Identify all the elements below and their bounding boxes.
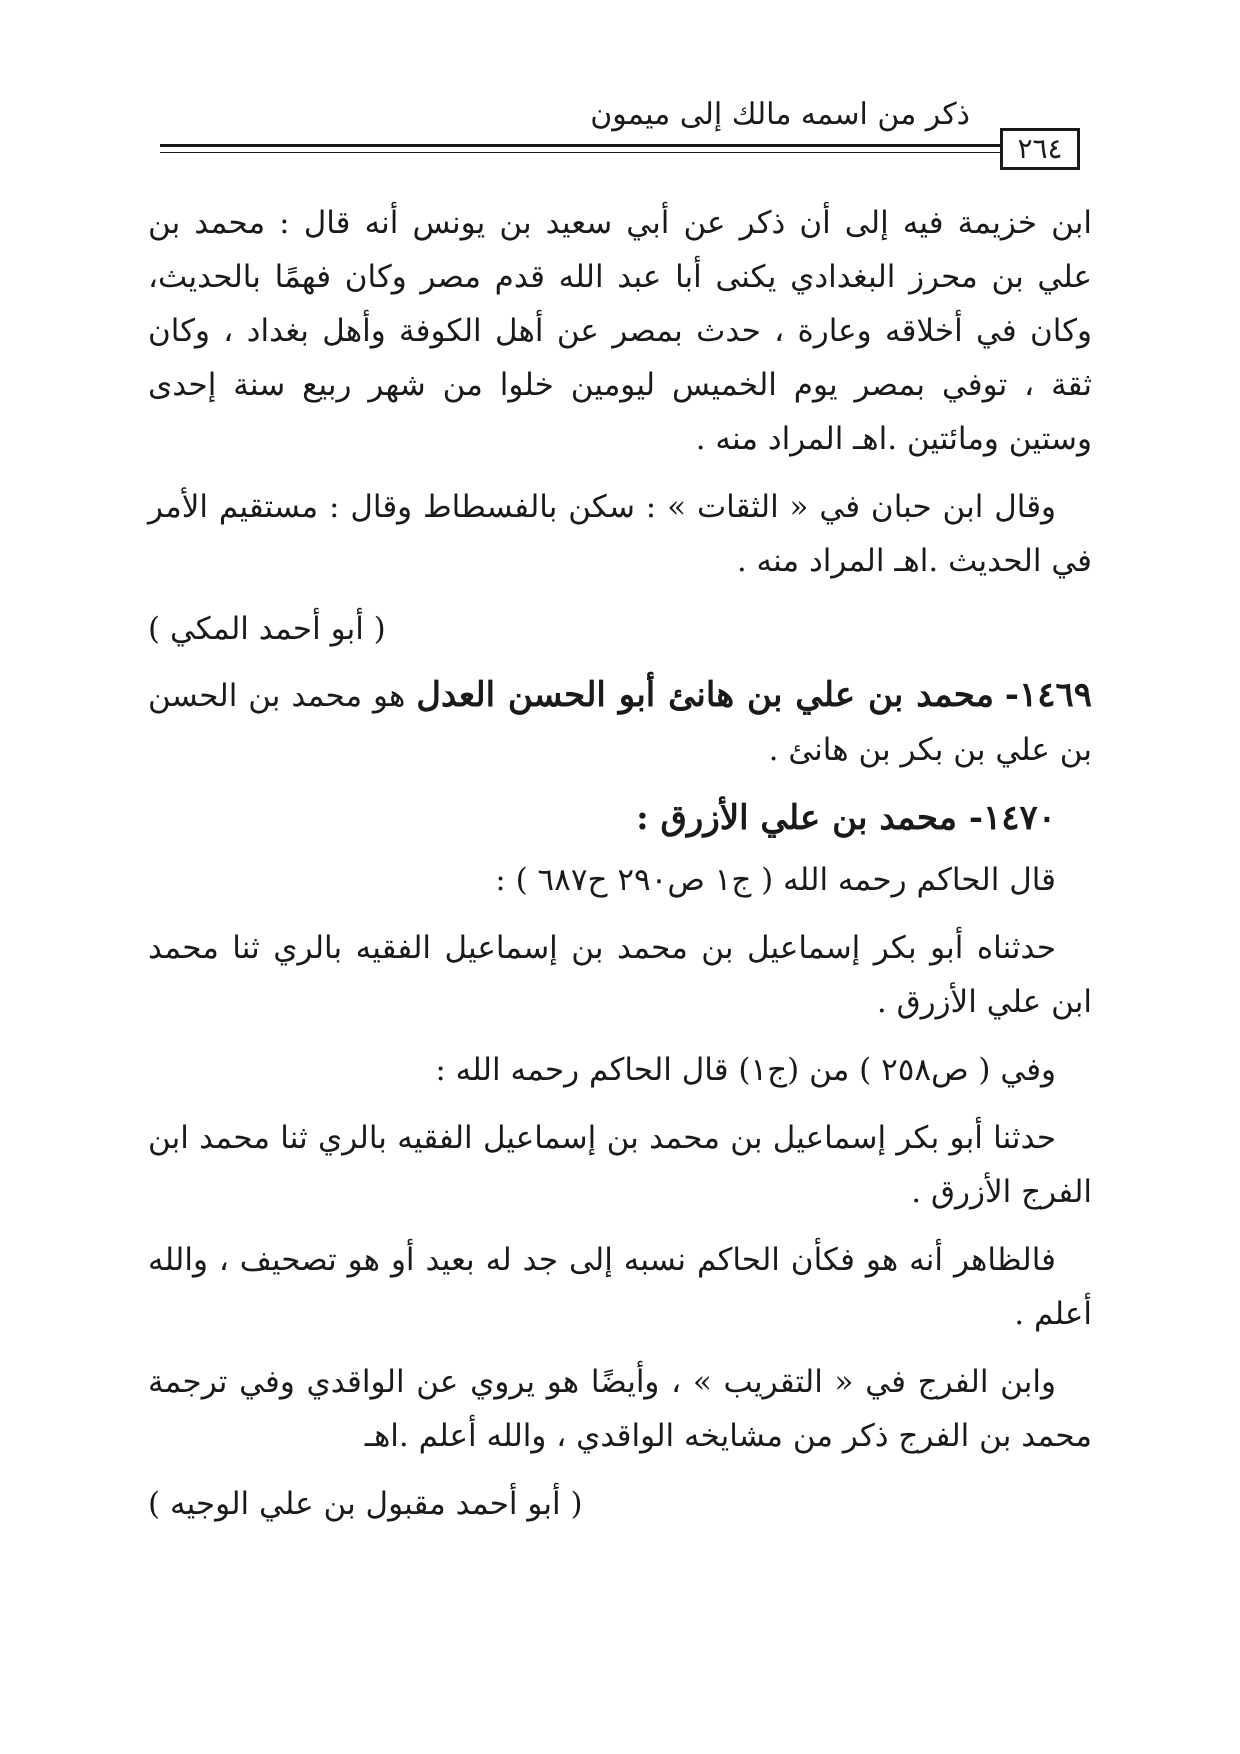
paragraph-hakim-chain-2: حدثنا أبو بكر إسماعيل بن محمد بن إسماعيل الفقيه بالري ثنا محمد ابن الفرج الأزرق . [148, 1120, 1092, 1210]
paragraph-hakim-citation-2: وفي ( ص٢٥٨ ) من (ج١) قال الحاكم رحمه الله : [435, 1052, 1056, 1088]
paragraph-conclusion: فالظاهر أنه هو فكأن الحاكم نسبه إلى جد له بعيد أو هو تصحيف ، والله أعلم . [148, 1242, 1092, 1332]
header-rule-thick [160, 144, 1000, 147]
header-rule-thin [160, 152, 1000, 153]
entry-1469 [148, 668, 1092, 777]
chapter-title: ذكر من اسمه مالك إلى ميمون [590, 97, 970, 132]
section-heading-abu-ahmad-maqbul: ( أبو أحمد مقبول بن علي الوجيه ) [148, 1486, 583, 1522]
entry-name: محمد بن علي بن هانئ أبو الحسن العدل [416, 675, 994, 715]
paragraph-ibn-hibban: وقال ابن حبان في « الثقات » : سكن بالفسطاط وقال : مستقيم الأمر في الحديث .اهـ المراد منه . [148, 489, 1092, 579]
entry-number: ١٤٧٠- [968, 798, 1056, 838]
page-body [148, 196, 1092, 1543]
entry-number: ١٤٦٩- [1004, 675, 1092, 715]
entry-1470 [148, 791, 1092, 845]
paragraph-hakim-chain-1: حدثناه أبو بكر إسماعيل بن محمد بن إسماعيل الفقيه بالري ثنا محمد ابن علي الأزرق . [148, 930, 1092, 1020]
running-header [160, 92, 1080, 165]
section-heading-abu-ahmad-al-makki: ( أبو أحمد المكي ) [148, 611, 386, 647]
paragraph-hakim-citation-1: قال الحاكم رحمه الله ( ج١ ص٢٩٠ ح٦٨٧ ) : [495, 862, 1056, 898]
page-number: ٢٦٤ [1000, 128, 1080, 170]
paragraph-ibn-khuzaymah: ابن خزيمة فيه إلى أن ذكر عن أبي سعيد بن يونس أنه قال : محمد بن علي بن محرز البغدادي يكنى أبا عبد الله قدم مصر وكان فهمًا بالحديث، وكان في أخلاقه وعارة ، حدث بمصر عن أهل الكوفة وأهل بغداد ، وكان ثقة ، توفي بمصر يوم الخميس ليومين خلوا من شهر ربيع سنة إحدى وستين ومائتين .اهـ المراد منه . [148, 205, 1092, 457]
entry-name: محمد بن علي الأزرق : [636, 798, 957, 838]
entry-description: هو محمد بن الحسن بن علي بن بكر بن هانئ . [148, 678, 1092, 768]
paragraph-taqrib: وابن الفرج في « التقريب » ، وأيضًا هو يروي عن الواقدي وفي ترجمة محمد بن الفرج ذكر من مشايخه الواقدي ، والله أعلم .اهـ [148, 1364, 1092, 1454]
